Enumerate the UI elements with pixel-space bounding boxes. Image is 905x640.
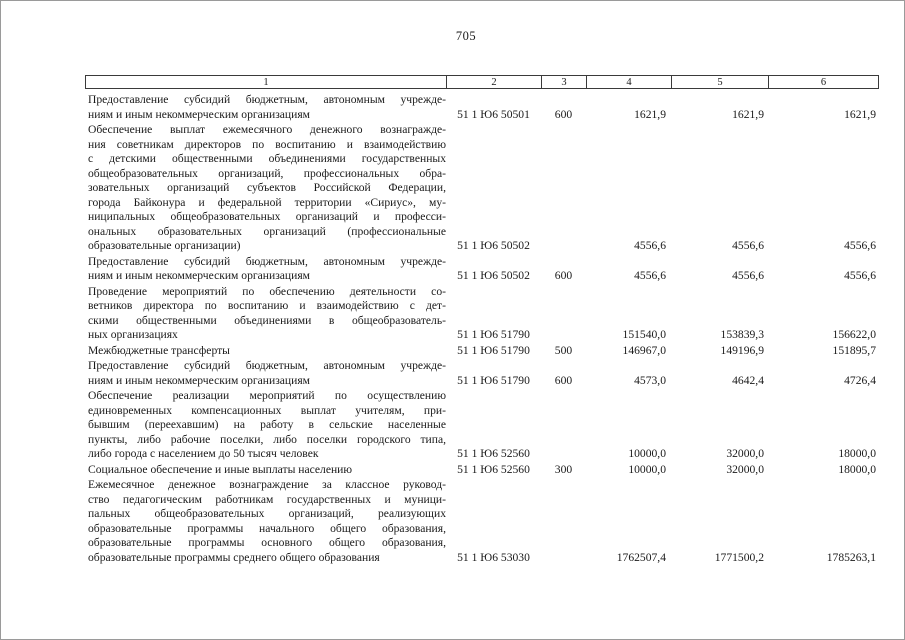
row-amount-year2: 32000,0 (726, 462, 764, 476)
description-line: Проведение мероприятий по обеспечению деятельности со- (88, 284, 446, 298)
header-col-3: 3 (541, 75, 586, 89)
row-amount-year3: 151895,7 (832, 343, 876, 357)
description-line: образовательные программы начального общего образования, (88, 521, 446, 535)
row-description (85, 478, 446, 565)
table-row (85, 344, 879, 359)
row-description (85, 123, 446, 254)
row-target-code: 51 1 Ю6 51790 (457, 328, 530, 341)
row-expense-type: 600 (554, 107, 573, 121)
row-amount-year2: 4556,6 (732, 239, 764, 252)
header-col-4: 4 (586, 75, 671, 89)
description-line: ниям и иным некоммерческим организациям (88, 269, 311, 282)
row-description (85, 463, 446, 478)
row-amount-year2: 1621,9 (732, 107, 764, 121)
description-line: ональных образовательных организаций (профессиональные (88, 224, 446, 238)
description-line: Ежемесячное денежное вознаграждение за классное руковод- (88, 478, 446, 491)
row-description (85, 359, 446, 388)
description-line: ниям и иным некоммерческим организациям (88, 107, 311, 121)
row-amount-year1: 1762507,4 (616, 550, 666, 564)
description-line: Обеспечение реализации мероприятий по осуществлению (88, 389, 446, 402)
description-line: с детскими общественными объединениями государственных (88, 152, 446, 165)
row-target-code: 51 1 Ю6 53030 (457, 550, 530, 564)
description-line: Обеспечение выплат ежемесячного денежного вознагражде- (88, 123, 446, 136)
table-row (85, 478, 879, 565)
row-description (85, 93, 446, 122)
description-line: Предоставление субсидий бюджетным, автономным учрежде- (88, 359, 446, 372)
row-description (85, 255, 446, 284)
row-expense-type: 300 (554, 462, 573, 476)
row-amount-year3: 156622,0 (832, 328, 876, 341)
row-target-code: 51 1 Ю6 50501 (457, 107, 530, 121)
row-amount-year1: 146967,0 (622, 343, 666, 357)
row-amount-year2: 32000,0 (726, 447, 764, 460)
description-line: Межбюджетные трансферты (88, 343, 230, 357)
row-description (85, 389, 446, 462)
description-line: Предоставление субсидий бюджетным, автономным учрежде- (88, 254, 446, 268)
description-line: ниям и иным некоммерческим организациям (88, 373, 311, 387)
description-line: города Байконура и федеральной территории «Сириус», му- (88, 195, 446, 209)
description-line: ство педагогическим работникам государственных и муници- (88, 492, 446, 506)
row-amount-year3: 1621,9 (844, 107, 876, 121)
budget-table (85, 75, 879, 565)
table-body (85, 93, 879, 565)
row-amount-year2: 4556,6 (732, 269, 764, 282)
row-amount-year3: 18000,0 (838, 462, 876, 476)
row-amount-year1: 4556,6 (634, 239, 666, 252)
row-target-code: 51 1 Ю6 50502 (457, 269, 530, 282)
description-line: ветников директора по воспитанию и взаимодействию с дет- (88, 299, 446, 312)
header-col-2: 2 (446, 75, 541, 89)
description-line: либо города с населением до 50 тысяч человек (88, 447, 319, 460)
table-row (85, 359, 879, 388)
row-target-code: 51 1 Ю6 52560 (457, 462, 530, 476)
header-col-5: 5 (671, 75, 768, 89)
row-amount-year1: 151540,0 (622, 328, 666, 341)
row-amount-year1: 4556,6 (634, 269, 666, 282)
description-line: пальных общеобразовательных организаций, реализующих (88, 507, 446, 520)
row-target-code: 51 1 Ю6 51790 (457, 343, 530, 357)
table-header-row (85, 75, 879, 89)
description-line: ниципальных общеобразовательных организаций и професси- (88, 210, 446, 223)
description-line: скими общественными объединениями в общеобразователь- (88, 313, 446, 327)
row-target-code: 51 1 Ю6 52560 (457, 447, 530, 460)
row-target-code: 51 1 Ю6 51790 (457, 373, 530, 387)
description-line: бывшим (переехавшим) на работу в сельские населенные (88, 418, 446, 431)
description-line: ных организациях (88, 328, 178, 341)
description-line: образовательные программы среднего общего образования (88, 550, 380, 564)
row-amount-year2: 149196,9 (720, 343, 764, 357)
table-row (85, 389, 879, 462)
header-col-6: 6 (768, 75, 879, 89)
row-amount-year3: 18000,0 (838, 447, 876, 460)
row-expense-type: 600 (554, 269, 573, 282)
row-amount-year1: 10000,0 (628, 447, 666, 460)
row-amount-year1: 10000,0 (628, 462, 666, 476)
page-number: 705 (455, 29, 477, 43)
row-amount-year1: 1621,9 (634, 107, 666, 121)
description-line: пункты, либо рабочие поселки, либо поселки городского типа, (88, 432, 446, 446)
row-amount-year3: 4556,6 (844, 269, 876, 282)
row-target-code: 51 1 Ю6 50502 (457, 239, 530, 252)
row-expense-type: 600 (554, 373, 573, 387)
description-line: образовательные программы основного общего образования, (88, 536, 446, 549)
table-row (85, 255, 879, 284)
row-amount-year3: 4726,4 (844, 373, 876, 387)
row-expense-type: 500 (554, 343, 573, 357)
row-amount-year1: 4573,0 (634, 373, 666, 387)
row-amount-year3: 4556,6 (844, 239, 876, 252)
table-row (85, 285, 879, 343)
description-line: Социальное обеспечение и иные выплаты населению (88, 462, 353, 476)
description-line: единовременных компенсационных выплат учителям, при- (88, 403, 446, 417)
description-line: образовательные организации) (88, 239, 241, 252)
description-line: общеобразовательных организаций, профессиональных обра- (88, 166, 446, 180)
row-amount-year2: 153839,3 (720, 328, 764, 341)
description-line: Предоставление субсидий бюджетным, автономным учрежде- (88, 93, 446, 106)
header-col-1: 1 (85, 75, 446, 89)
description-line: зовательных организаций субъектов Российской Федерации, (88, 181, 446, 194)
row-description (85, 285, 446, 343)
table-row (85, 93, 879, 122)
row-amount-year3: 1785263,1 (826, 550, 876, 564)
table-row (85, 123, 879, 254)
row-amount-year2: 4642,4 (732, 373, 764, 387)
description-line: ния советникам директоров по воспитанию и взаимодействию (88, 137, 446, 151)
table-row (85, 463, 879, 478)
row-description (85, 344, 446, 359)
row-amount-year2: 1771500,2 (714, 550, 764, 564)
